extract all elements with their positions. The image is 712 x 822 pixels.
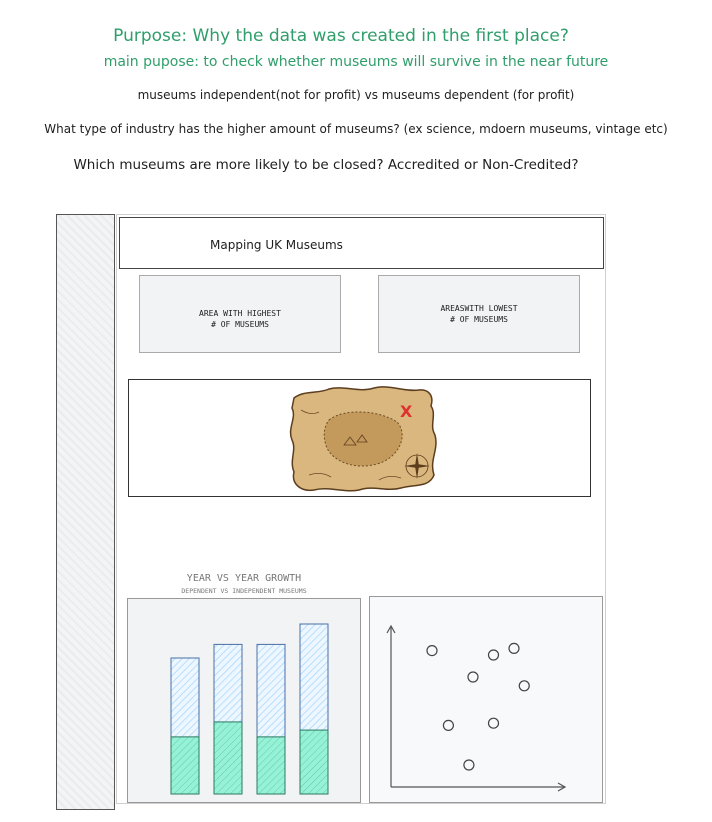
- bar-segment: [171, 737, 199, 794]
- scatter-chart-panel: [369, 596, 603, 803]
- purpose-note: Purpose: Why the data was created in the first place?: [113, 26, 569, 46]
- bar-chart-subtitle: DEPENDENT VS INDEPENDENT MUSEUMS: [181, 587, 307, 595]
- bar-chart-panel: [127, 598, 361, 803]
- kpi-lowest-card: [378, 275, 580, 353]
- scatter-point: [443, 720, 453, 730]
- scatter-point: [509, 643, 519, 653]
- scatter-point: [427, 646, 437, 656]
- main-purpose-note: main pupose: to check whether museums will survive in the near future: [103, 54, 609, 70]
- kpi-lowest-line-1: AREASWITH LOWEST: [440, 304, 518, 313]
- dashboard-title: Mapping UK Museums: [210, 238, 343, 252]
- scatter-chart: [370, 597, 604, 804]
- question-note-2: What type of industry has the higher amount of museums? (ex science, mdoern museums, vintage etc): [44, 122, 668, 136]
- map-panel: [128, 379, 591, 497]
- question-note-1: museums independent(not for profit) vs museums dependent (for profit): [137, 88, 575, 102]
- bar-segment: [300, 730, 328, 794]
- kpi-lowest-line-2: # OF MUSEUMS: [450, 315, 508, 324]
- map-marker: X: [400, 402, 413, 421]
- kpi-highest-line-1: AREA WITH HIGHEST: [199, 309, 281, 318]
- question-note-3: Which museums are more likely to be closed? Accredited or Non-Credited?: [73, 157, 579, 173]
- dashboard-title-box: [119, 217, 604, 269]
- scatter-point: [464, 760, 474, 770]
- bar-segment: [257, 737, 285, 794]
- scatter-point: [519, 681, 529, 691]
- scatter-point: [468, 672, 478, 682]
- bar-chart-title: YEAR VS YEAR GROWTH: [186, 573, 302, 584]
- treasure-map-image: [129, 380, 592, 498]
- scatter-point: [489, 650, 499, 660]
- scatter-point: [489, 718, 499, 728]
- bar-chart: [128, 599, 362, 804]
- sidebar: [56, 214, 115, 810]
- kpi-highest-card: [139, 275, 341, 353]
- kpi-highest-line-2: # OF MUSEUMS: [211, 320, 269, 329]
- bar-segment: [214, 722, 242, 794]
